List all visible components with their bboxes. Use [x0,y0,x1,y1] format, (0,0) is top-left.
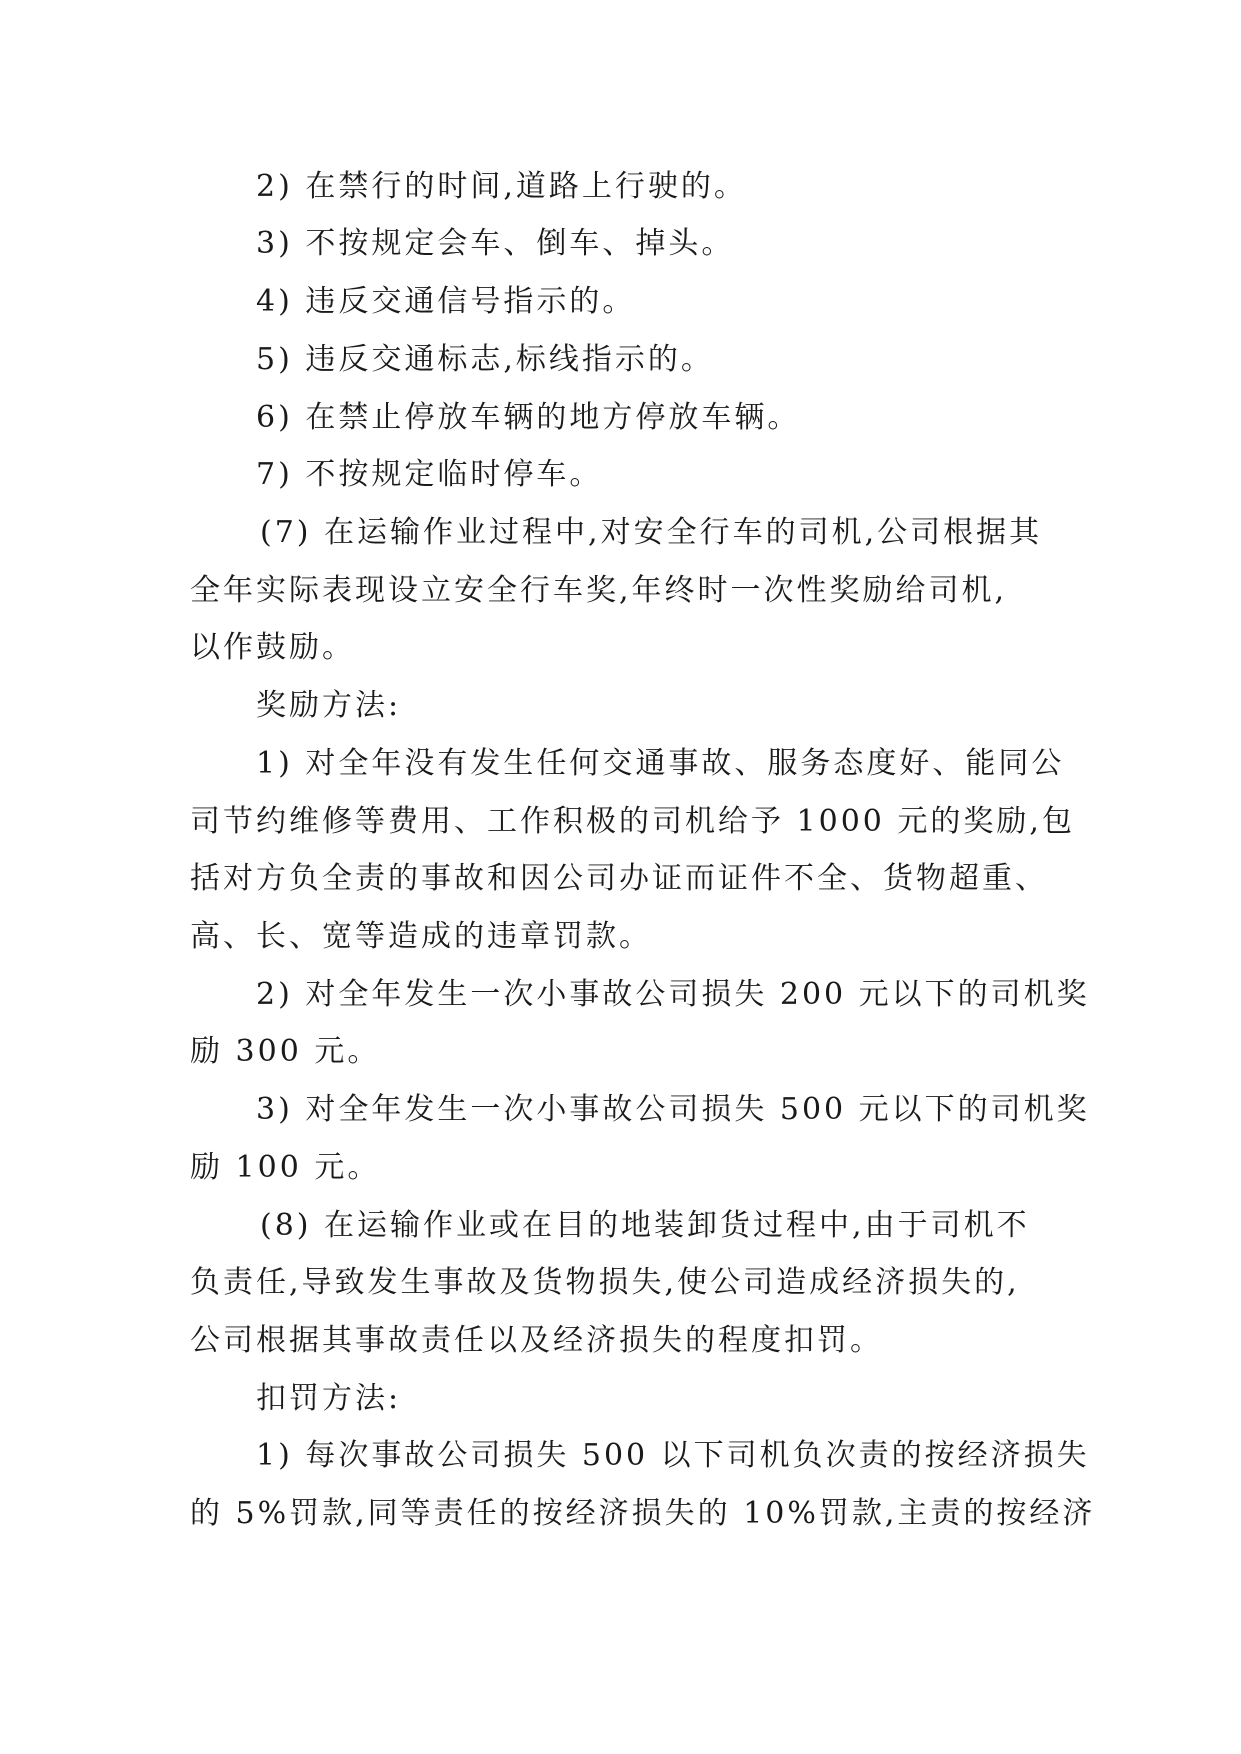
paragraph-line: 高、长、宽等造成的违章罚款。 [190,919,652,954]
paragraph-line: 公司根据其事故责任以及经济损失的程度扣罚。 [190,1323,883,1358]
list-item: 5) 违反交通标志,标线指示的。 [256,342,714,377]
paragraph-line: 3) 对全年发生一次小事故公司损失 500 元以下的司机奖 [256,1092,1090,1127]
paragraph-line: 全年实际表现设立安全行车奖,年终时一次性奖励给司机, [190,573,1008,608]
list-item: 4) 违反交通信号指示的。 [256,284,636,319]
paragraph-line: 1) 每次事故公司损失 500 以下司机负次责的按经济损失 [256,1438,1090,1473]
paragraph-line: 的 5%罚款,同等责任的按经济损失的 10%罚款,主责的按经济 [190,1496,1096,1531]
paragraph-line: 司节约维修等费用、工作积极的司机给予 1000 元的奖励,包 [190,804,1075,839]
paragraph-line: 2) 对全年发生一次小事故公司损失 200 元以下的司机奖 [256,977,1090,1012]
list-item: 2) 在禁行的时间,道路上行驶的。 [256,169,747,204]
paragraph-line: 以作鼓励。 [190,630,355,665]
paragraph-line: (7) 在运输作业过程中,对安全行车的司机,公司根据其 [260,515,1043,550]
paragraph-line: 负责任,导致发生事故及货物损失,使公司造成经济损失的, [190,1265,1020,1300]
section-heading: 扣罚方法: [256,1381,402,1416]
list-item: 7) 不按规定临时停车。 [256,457,603,492]
list-item: 6) 在禁止停放车辆的地方停放车辆。 [256,400,801,435]
paragraph-line: 1) 对全年没有发生任何交通事故、服务态度好、能同公 [256,746,1065,781]
paragraph-line: 括对方负全责的事故和因公司办证而证件不全、货物超重、 [190,861,1048,896]
paragraph-line: 励 300 元。 [190,1034,381,1069]
list-item: 3) 不按规定会车、倒车、掉头。 [256,226,735,261]
section-heading: 奖励方法: [256,688,402,723]
paragraph-line: (8) 在运输作业或在目的地装卸货过程中,由于司机不 [260,1208,1030,1243]
paragraph-line: 励 100 元。 [190,1150,381,1185]
